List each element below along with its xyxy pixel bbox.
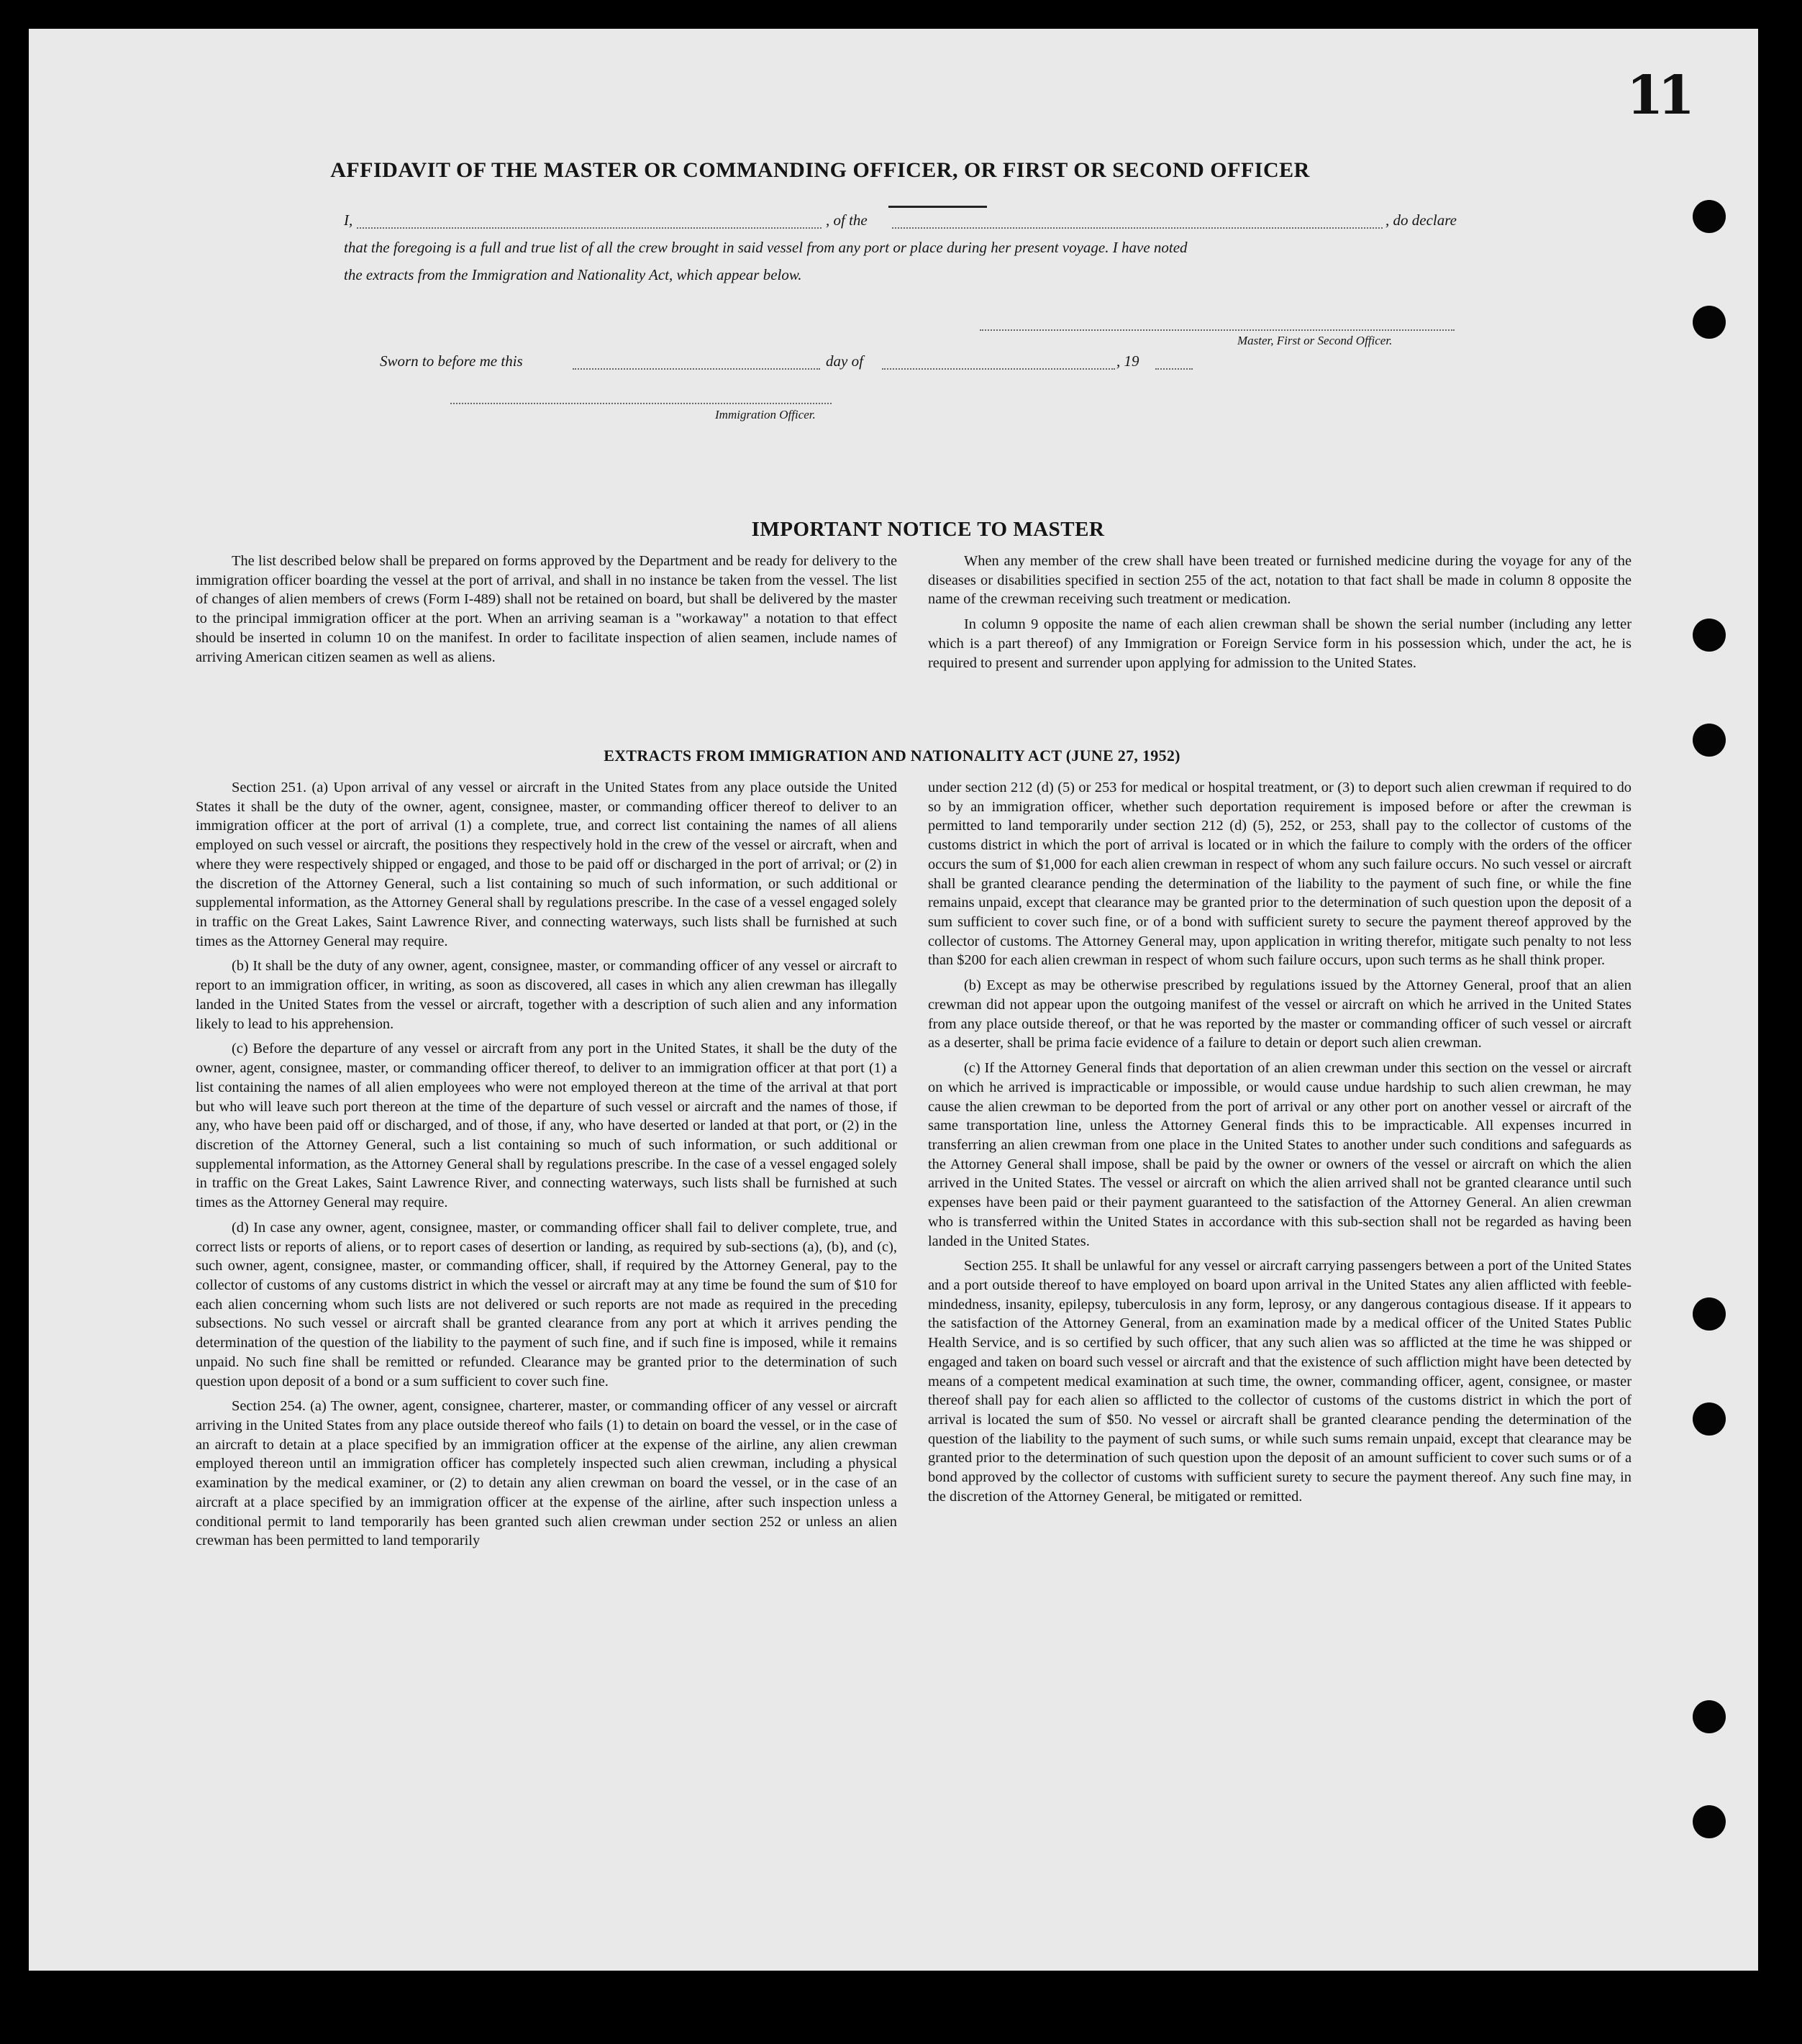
officer-signature-blank[interactable]	[450, 403, 832, 404]
extract-paragraph: Section 254. (a) The owner, agent, consignee, charterer, master, or commanding officer of any vessel or aircraft arriving in the United States from any place outside thereof who fails (1) to detain on board the vessel, or in the case of an aircraft to detain at a place specified by an immigration officer at the expense of the airline, any alien crewman employed thereon until an immigration officer has completely inspected such alien crewman, including a physical examination by the medical examiner, or (2) to detain any alien crewman on board the vessel, or in the case of an aircraft at a place specified by an immigration officer at the expense of the airline, after such inspection unless a conditional permit to land temporarily has been granted such alien crewman under section 252 or unless an alien crewman has been permitted to land temporarily	[196, 1398, 897, 1549]
extract-paragraph: (d) In case any owner, agent, consignee, master, or commanding officer shall fail to deliver complete, true, and correct lists or reports of aliens, or to report cases of desertion or landing, as required by sub-sections (a), (b), and (c), such owner, agent, consignee, master, or commanding officer, shall, if required by the Attorney General, pay to the collector of customs of any customs district in which the vessel or aircraft may at any time be found the sum of $10 for each alien concerning whom such lists are not delivered or such reports are not made as required in the preceding subsections. No such vessel or aircraft shall be granted clearance from any port at which it arrives pending the determination of the question of the liability to the payment of such fine, and if such fine is imposed, while it remains unpaid. No such fine shall be remitted or refunded. Clearance may be granted prior to the determination of such question upon deposit of a bond or a sum sufficient to cover such fine.	[196, 1219, 897, 1390]
sworn-day-blank[interactable]	[573, 368, 820, 370]
sworn-label: Sworn to before me this	[380, 352, 523, 370]
affidavit-i: I,	[344, 211, 353, 229]
extract-paragraph: under section 212 (d) (5) or 253 for medical or hospital treatment, or (3) to deport such alien crewman if required to do so by an immigration officer, whether such deportation requirement is imposed before or after the crewman is permitted to land temporarily under section 212 (d) (5), 252, or 253, shall pay to the collector of customs of the customs district in which the port of arrival is located or in which the failure to comply with the orders of the officer occurs the sum of $1,000 for each alien crewman in respect of whom any such failure occurs. No such vessel or aircraft shall be granted clearance pending the determination of the liability to the payment of such fine, or while the fine remains unpaid, except that clearance may be granted prior to the determination of such question upon the deposit of a sum sufficient to cover such fine, or of a bond with sufficient surety to secure the payment thereof approved by the collector of customs. The Attorney General may, upon application in writing therefor, mitigate such penalty to not less than $200 for each alien crewman in respect of whom such failure occurs, upon such terms as he shall think proper.	[928, 780, 1632, 969]
notice-title: IMPORTANT NOTICE TO MASTER	[751, 518, 1105, 541]
affidavit-line2: that the foregoing is a full and true list of all the crew brought in said vessel from any port or place during her present voyage. I have noted	[344, 239, 1188, 256]
sworn-month-blank[interactable]	[882, 368, 1115, 370]
notice-right-paragraph-1: When any member of the crew shall have been treated or furnished medicine during the voyage for any of the diseases or disabilities specified in section 255 of the act, notation to that fact shall be made in column 8 opposite the name of the crewman receiving such treatment or medication.	[928, 553, 1632, 608]
title-rule	[888, 206, 987, 208]
master-label: Master, First or Second Officer.	[1237, 334, 1393, 347]
extract-paragraph: Section 251. (a) Upon arrival of any vessel or aircraft in the United States from any place outside the United States it shall be the duty of the owner, agent, consignee, master, or commanding officer thereof to deliver to an immigration officer at the port of arrival (1) a complete, true, and correct list containing the names of all aliens employed on such vessel or aircraft, the positions they respectively hold in the crew of the vessel or aircraft, when and where they were respectively shipped or engaged, and those to be paid off or discharged in the port of arrival; or (2) in the discretion of the Attorney General, such a list containing so much of such information, or such additional or supplemental information, as the Attorney General shall by regulations prescribe. In the case of a vessel engaged solely in traffic on the Great Lakes, Saint Lawrence River, and connecting waterways, such lists shall be furnished at such times as the Attorney General may require.	[196, 780, 897, 949]
punch-hole-7	[1693, 1700, 1726, 1733]
notice-right-paragraph-2: In column 9 opposite the name of each alien crewman shall be shown the serial number (including any letter which is a part thereof) of any Immigration or Foreign Service form in his possession which, under the act, he is required to present and surrender upon applying for admission to the United States.	[928, 616, 1632, 671]
extracts-title: EXTRACTS FROM IMMIGRATION AND NATIONALITY ACT (JUNE 27, 1952)	[604, 747, 1180, 765]
corner-page-number: 11	[1626, 65, 1689, 127]
punch-hole-8	[1693, 1805, 1726, 1838]
vessel-blank[interactable]	[892, 227, 1383, 229]
extract-paragraph: (b) It shall be the duty of any owner, agent, consignee, master, or commanding officer of any vessel or aircraft to report to an immigration officer, in writing, as soon as discovered, all cases in which any alien crewman has illegally landed in the United States from the vessel or aircraft, together with a description of such alien and any information likely to lead to his apprehension.	[196, 958, 897, 1032]
extract-paragraph: Section 255. It shall be unlawful for any vessel or aircraft carrying passengers between a port of the United States and a port outside thereof to have employed on board upon arrival in the United States any alien afflicted with feeble-mindedness, insanity, epilepsy, tuberculosis in any form, leprosy, or any dangerous contagious disease. If it appears to the satisfaction of the Attorney General, from an examination made by a medical officer of the United States Public Health Service, and is so certified by such officer, that any such alien was so afflicted at the time he was shipped or engaged and taken on board such vessel or aircraft and that the existence of such affliction might have been detected by means of a competent medical examination at such time, the owner, commanding officer, agent, consignee, or master thereof shall pay for each alien so afflicted to the collector of customs of the customs district in which the port of arrival is located the sum of $50. No vessel or aircraft shall be granted clearance pending the determination of the question of the liability to the payment of such sums, or while such sums remain unpaid, except that clearance may be granted prior to the determination of such question upon the deposit of an amount sufficient to cover such sums or of a bond approved by the collector of customs with sufficient surety to secure the payment thereof. Any such fine may, in the discretion of the Attorney General, be mitigated or remitted.	[928, 1258, 1632, 1505]
year-prefix: , 19	[1116, 352, 1139, 370]
extracts-right-column	[928, 778, 1632, 1507]
master-signature-blank[interactable]	[980, 329, 1455, 331]
punch-hole-2	[1693, 306, 1726, 339]
name-blank[interactable]	[357, 227, 822, 229]
punch-hole-5	[1693, 1297, 1726, 1331]
punch-hole-4	[1693, 724, 1726, 757]
notice-right-column	[928, 552, 1632, 672]
officer-label: Immigration Officer.	[715, 408, 816, 421]
sworn-year-blank[interactable]	[1155, 368, 1193, 370]
extract-paragraph: (b) Except as may be otherwise prescribed by regulations issued by the Attorney General, proof that an alien crewman did not appear upon the outgoing manifest of the vessel or aircraft on which he arrived in the United States from any place outside thereof, or that he was reported by the master or commanding officer of such vessel or aircraft as a deserter, shall be prima facie evidence of a failure to detain or deport such alien crewman.	[928, 977, 1632, 1051]
extract-paragraph: (c) Before the departure of any vessel or aircraft from any port in the United States, it shall be the duty of the owner, agent, consignee, master, or commanding officer thereof, to deliver to an immigration officer at that port (1) a list containing the names of all alien employees who were not employed thereon at the time of the arrival at that port but who will leave such port thereon at the time of the departure of such vessel or aircraft and the names of those, if any, who have been paid off or discharged, and of those, if any, who have deserted or landed at that port, or (2) in the discretion of the Attorney General, such a list containing so much of such information, or such additional or supplemental information, as the Attorney General shall by regulations prescribe. In the case of a vessel engaged solely in traffic on the Great Lakes, Saint Lawrence River, and connecting waterways, such lists shall be furnished at such times as the Attorney General may require.	[196, 1041, 897, 1211]
extracts-left-column	[196, 778, 897, 1551]
affidavit-of-the: , of the	[826, 211, 868, 229]
punch-hole-3	[1693, 619, 1726, 652]
affidavit-title: AFFIDAVIT OF THE MASTER OR COMMANDING OFFICER, OR FIRST OR SECOND OFFICER	[330, 158, 1310, 182]
affidavit-line3: the extracts from the Immigration and Nationality Act, which appear below.	[344, 266, 802, 283]
affidavit-declare: , do declare	[1385, 211, 1457, 229]
extract-paragraph: (c) If the Attorney General finds that deportation of an alien crewman under this section on the vessel or aircraft on which he arrived is impracticable or impossible, or would cause undue hardship to such alien crewman, he may cause the alien crewman to be deported from the port of arrival or any other port on another vessel or aircraft of the same transportation line, unless the Attorney General finds this to be impracticable. All expenses incurred in transferring an alien crewman from one place in the United States to another under such conditions and safeguards as the Attorney General shall impose, shall be paid by the owner or owners of the vessel or aircraft on which the alien arrived in the United States. The vessel or aircraft on which the alien arrived shall not be granted clearance until such expenses have been paid or their payment guaranteed to the satisfaction of the Attorney General. An alien crewman who is transferred within the United States in accordance with this sub-section shall not be regarded as having been landed in the United States.	[928, 1060, 1632, 1249]
day-of-label: day of	[826, 352, 863, 370]
punch-hole-1	[1693, 200, 1726, 233]
punch-hole-6	[1693, 1402, 1726, 1436]
document-page	[29, 29, 1758, 1971]
notice-left-column	[196, 552, 897, 667]
notice-left-paragraph: The list described below shall be prepared on forms approved by the Department and be ready for delivery to the immigration officer boarding the vessel at the port of arrival, and shall in no instance be taken from the vessel. The list of changes of alien members of crews (Form I-489) shall not be retained on board, but shall be delivered by the master to the principal immigration officer at the port. When an arriving seaman is a "workaway" a notation to that effect should be inserted in column 10 on the manifest. In order to facilitate inspection of alien seamen, include names of arriving American citizen seamen as well as aliens.	[196, 553, 897, 665]
